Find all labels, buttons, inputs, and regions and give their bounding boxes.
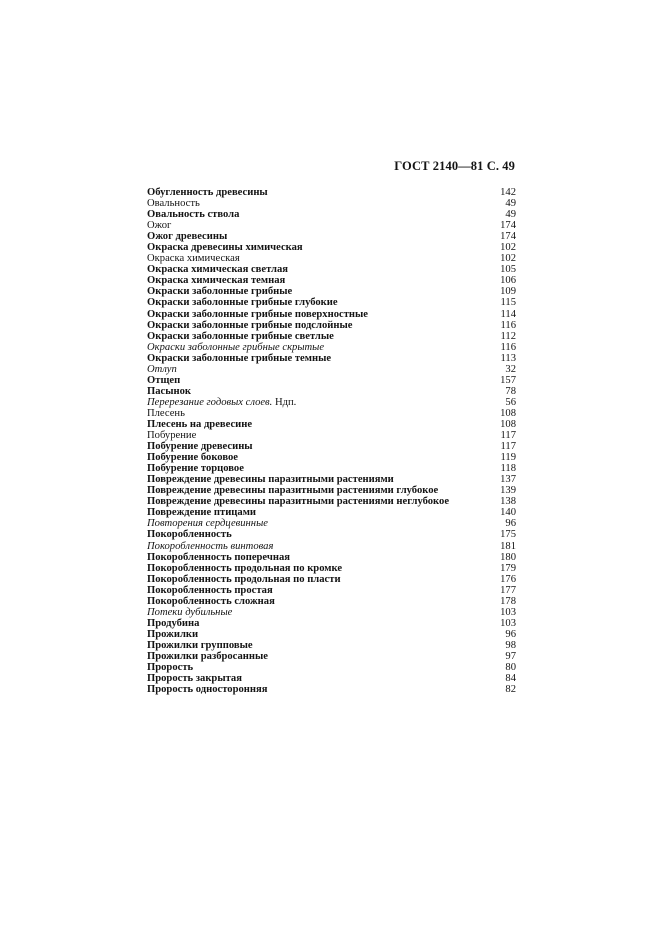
index-entry [147,629,516,640]
index-page-number: 175 [500,529,516,541]
index-entry [147,297,516,308]
index-term [147,430,196,441]
index-page-number: 108 [500,418,516,430]
index-term [147,353,331,364]
index-term-text: Покоробленность поперечная [147,551,290,563]
index-term-text: Отлуп [147,363,177,375]
index-term [147,408,185,419]
index-entry [147,309,516,320]
index-page-number: 157 [500,374,516,386]
index-term-text: Ожог [147,220,172,232]
index-term [147,552,290,563]
index-page-number: 82 [505,684,516,696]
index-term [147,541,273,552]
index-term-text: Прожилки разбросанные [147,650,268,662]
index-page-number: 140 [500,507,516,519]
index-entry [147,673,516,684]
index-page-number: 174 [500,231,516,243]
index-term-text: Окраска химическая темная [147,275,286,287]
index-term-text: Повреждение древесины паразитными растениями глубокое [147,485,439,497]
index-term-text: Покоробленность продольная по кромке [147,562,343,574]
index-entry [147,430,516,441]
index-page-number: 176 [500,573,516,585]
term-index-list [147,187,516,695]
index-entry [147,563,516,574]
index-term [147,386,191,397]
index-page-number: 109 [500,286,516,298]
index-entry [147,441,516,452]
index-page-number: 78 [505,385,516,397]
index-term [147,242,303,253]
index-term-text: Повреждение птицами [147,507,257,519]
index-term [147,574,341,585]
index-entry [147,331,516,342]
index-entry [147,286,516,297]
index-term-text: Побурение боковое [147,452,238,464]
index-page-number: 32 [505,363,516,375]
index-page-number: 116 [500,319,516,331]
index-entry [147,198,516,209]
index-term-text: Окраски заболонные грибные поверхностные [147,308,368,320]
index-page-number: 139 [500,485,516,497]
index-term-text: Покоробленность [147,529,232,541]
index-entry [147,552,516,563]
index-term [147,496,449,507]
index-term [147,563,342,574]
index-term-suffix: Ндп. [272,396,297,408]
index-entry [147,220,516,231]
index-entry [147,607,516,618]
index-page-number: 118 [500,463,516,475]
index-page-number: 142 [500,187,516,198]
index-term-text: Окраска химическая светлая [147,264,289,276]
index-term-text: Окраски заболонные грибные светлые [147,330,334,342]
index-page-number: 137 [500,474,516,486]
index-term-text: Окраски заболонные грибные скрытые [147,341,325,353]
index-entry [147,518,516,529]
index-page-number: 102 [500,253,516,265]
index-page-number: 181 [500,540,516,552]
index-page-number: 106 [500,275,516,287]
index-page-number: 84 [505,673,516,685]
index-term-text: Прорость [147,662,194,674]
index-term [147,474,394,485]
index-page-number: 103 [500,617,516,629]
index-entry [147,231,516,242]
index-page-number: 98 [505,639,516,651]
index-term [147,607,232,618]
index-term [147,231,227,242]
index-term-text: Обугленность древесины [147,187,268,198]
index-entry [147,474,516,485]
index-page-number: 180 [500,551,516,563]
index-term-text: Повторения сердцевинные [147,518,268,530]
index-term-text: Пасынок [147,385,192,397]
index-term [147,441,253,452]
index-term [147,529,232,540]
index-page-number: 117 [500,430,516,442]
index-term-text: Побурение торцовое [147,463,244,475]
index-page-number: 138 [500,496,516,508]
index-page-number: 56 [505,396,516,408]
index-entry [147,419,516,430]
index-term [147,463,244,474]
index-term [147,640,253,651]
index-entry [147,485,516,496]
index-entry [147,452,516,463]
index-term-text: Повреждение древесины паразитными растениями неглубокое [147,496,450,508]
index-term [147,209,239,220]
index-page-number: 80 [505,662,516,674]
index-term-text: Прожилки [147,628,199,640]
index-term-text: Прожилки групповые [147,639,253,651]
index-entry [147,320,516,331]
index-term [147,253,240,264]
index-term [147,286,292,297]
index-term [147,397,296,408]
index-entry [147,375,516,386]
index-entry [147,397,516,408]
index-term-text: Окраски заболонные грибные глубокие [147,297,338,309]
index-page-number: 112 [500,330,516,342]
index-page-number: 105 [500,264,516,276]
index-term-text: Плесень [147,407,185,419]
index-term [147,342,324,353]
index-page-number: 117 [500,441,516,453]
index-term-text: Ожог древесины [147,231,228,243]
index-term-text: Прорость односторонняя [147,684,268,696]
index-term-text: Продубина [147,617,200,629]
index-page-number: 114 [500,308,516,320]
index-term-text: Отщеп [147,374,181,386]
index-page-number: 102 [500,242,516,254]
index-entry [147,342,516,353]
index-entry [147,187,516,198]
index-term [147,507,256,518]
index-term [147,596,275,607]
index-entry [147,463,516,474]
index-entry [147,574,516,585]
index-page-number: 108 [500,407,516,419]
index-term [147,297,338,308]
index-term [147,198,200,209]
index-page-number: 115 [500,297,516,309]
index-term-text: Побурение [147,430,197,442]
index-page-number: 119 [500,452,516,464]
index-page-number: 96 [505,628,516,640]
index-page-number: 174 [500,220,516,232]
index-page-number: 113 [500,352,516,364]
index-term [147,331,334,342]
index-term [147,651,268,662]
index-term-text: Окраски заболонные грибные подслойные [147,319,353,331]
index-entry [147,640,516,651]
index-term-text: Плесень на древесине [147,418,253,430]
index-entry [147,242,516,253]
index-term [147,518,268,529]
index-term-text: Овальность [147,198,200,210]
index-page-number: 49 [505,198,516,210]
index-term [147,309,368,320]
index-page-number: 96 [505,518,516,530]
index-entry [147,507,516,518]
index-entry [147,618,516,629]
index-term-text: Прорость закрытая [147,673,242,685]
index-term-text: Покоробленность простая [147,584,273,596]
index-term-text: Покоробленность продольная по пласти [147,573,341,585]
index-term-text: Перерезание годовых слоев. [147,396,273,408]
index-entry [147,253,516,264]
index-page-number: 103 [500,606,516,618]
index-entry [147,364,516,375]
index-term [147,364,177,375]
index-entry [147,585,516,596]
index-entry [147,209,516,220]
page-header: ГОСТ 2140—81 С. 49 [394,159,515,173]
index-term [147,673,242,684]
index-term [147,275,285,286]
index-term [147,220,171,231]
index-entry [147,662,516,673]
index-term [147,629,198,640]
index-entry [147,408,516,419]
index-entry [147,541,516,552]
index-entry [147,386,516,397]
index-term-text: Потеки дубильные [147,606,233,618]
index-term [147,485,438,496]
index-term [147,662,193,673]
index-term [147,320,352,331]
index-term [147,618,199,629]
index-term [147,419,252,430]
index-page-number: 179 [500,562,516,574]
index-term-text: Окраска химическая [147,253,240,265]
index-entry [147,275,516,286]
index-page-number: 97 [505,650,516,662]
index-entry [147,496,516,507]
index-term [147,375,180,386]
index-term [147,585,273,596]
index-term-text: Овальность ствола [147,209,240,221]
index-term [147,187,268,198]
index-term-text: Окраски заболонные грибные темные [147,352,332,364]
index-entry [147,353,516,364]
index-entry [147,529,516,540]
index-entry [147,264,516,275]
index-entry [147,684,516,695]
index-page-number: 178 [500,595,516,607]
index-term-text: Побурение древесины [147,441,253,453]
index-term-text: Окраски заболонные грибные [147,286,293,298]
index-term-text: Повреждение древесины паразитными растениями [147,474,394,486]
index-term [147,684,267,695]
index-page-number: 177 [500,584,516,596]
index-entry [147,651,516,662]
index-term-text: Окраска древесины химическая [147,242,303,254]
index-term [147,452,238,463]
index-entry [147,596,516,607]
index-term-text: Покоробленность винтовая [147,540,274,552]
index-term [147,264,288,275]
index-page-number: 49 [505,209,516,221]
index-page-number: 116 [500,341,516,353]
index-term-text: Покоробленность сложная [147,595,275,607]
